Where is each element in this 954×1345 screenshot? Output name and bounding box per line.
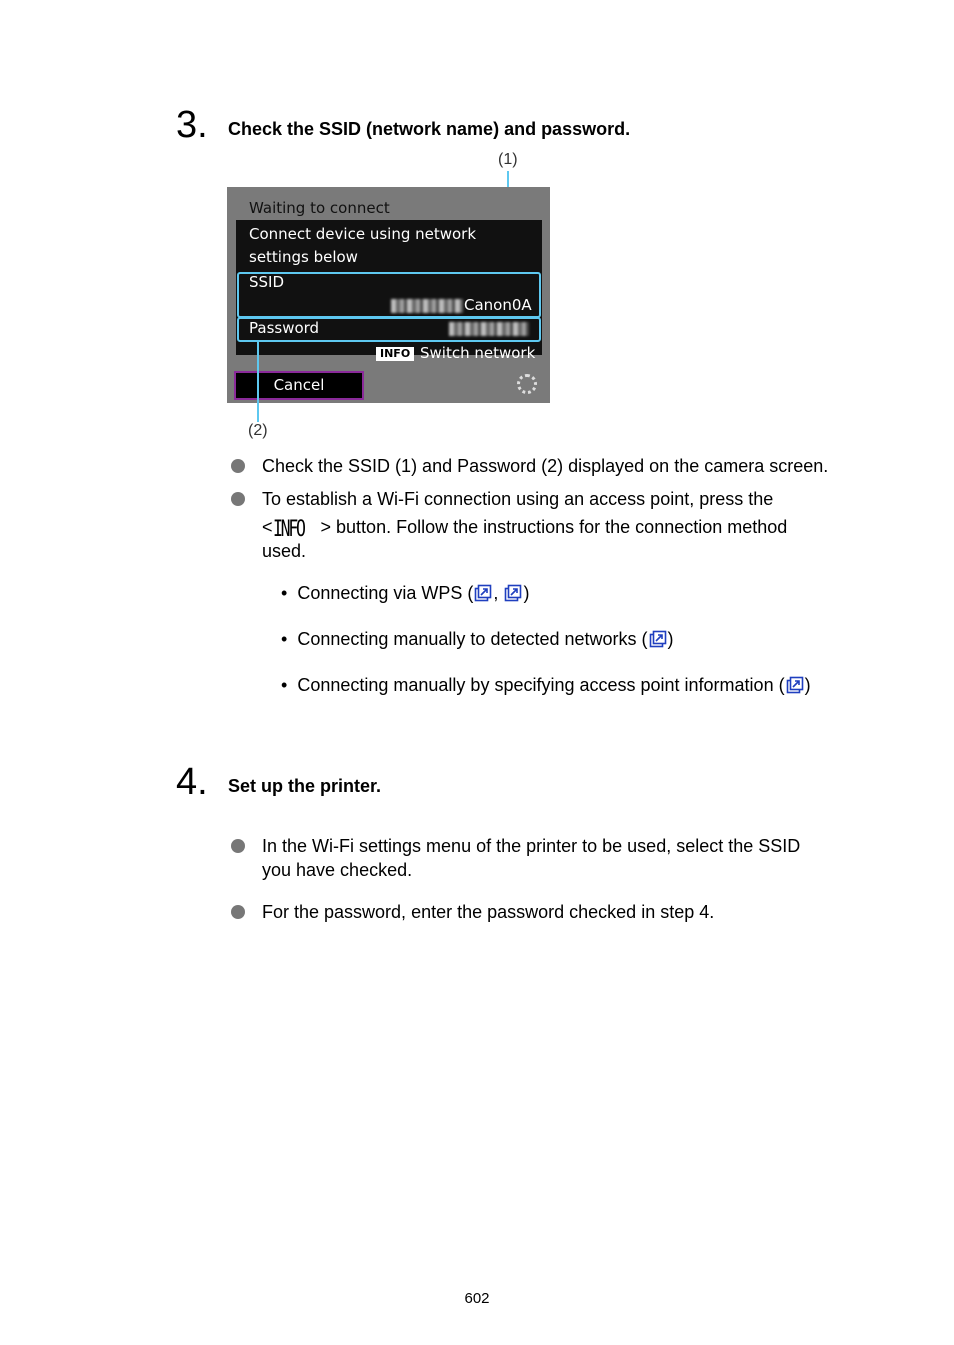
close-paren: ) — [804, 675, 811, 695]
password-label: Password — [249, 319, 320, 337]
info-badge: INFO — [376, 347, 414, 361]
camera-panel — [236, 220, 542, 362]
step4-bullet-2: For the password, enter the password checked in step 4. — [262, 902, 715, 922]
bullet-dot — [231, 905, 245, 919]
close-paren: ) — [667, 629, 674, 649]
step3-bullet-2-line3: used. — [262, 541, 307, 561]
step3-bullet-1: Check the SSID (1) and Password (2) displayed on the camera screen. — [262, 456, 829, 476]
camera-message-line1: Connect device using network — [249, 225, 477, 243]
callout-1: (1) — [498, 151, 518, 168]
link-page-icon[interactable] — [504, 584, 522, 602]
sub-bullet-mark: • — [281, 629, 288, 649]
link-page-icon[interactable] — [786, 676, 804, 694]
step-4-number: 4. — [176, 761, 208, 803]
switch-network[interactable]: Switch network — [420, 344, 536, 362]
step-3-number: 3. — [176, 104, 208, 146]
page-number: 602 — [464, 1290, 490, 1307]
lt-sign: < — [262, 517, 273, 537]
ssid-blurred — [391, 299, 463, 313]
step4-bullet-1-line2: you have checked. — [262, 860, 413, 880]
camera-message-line2: settings below — [249, 248, 358, 266]
link-page-icon[interactable] — [649, 630, 667, 648]
camera-header: Waiting to connect — [249, 199, 390, 217]
sub-bullet-text: Connecting manually by specifying access point information ( — [297, 675, 785, 695]
bullet-dot — [231, 839, 245, 853]
step3-bullet-2-line2 — [262, 515, 787, 542]
sub-bullet-wps — [281, 581, 529, 605]
sub-bullet-manual — [281, 673, 811, 697]
step3-bullet-2: To establish a Wi-Fi connection using an access point, press the — [262, 489, 774, 509]
camera-screen — [227, 187, 550, 403]
callout-2-line — [257, 342, 259, 422]
ssid-value: Canon0A — [464, 296, 532, 314]
cancel-button[interactable]: Cancel — [234, 371, 364, 400]
link-page-icon[interactable] — [474, 584, 492, 602]
comma: , — [493, 583, 499, 603]
sub-bullet-mark: • — [281, 675, 288, 695]
password-blurred — [449, 322, 529, 336]
callout-2: (2) — [248, 422, 268, 439]
bullet-dot — [231, 459, 245, 473]
busy-icon — [517, 374, 537, 394]
sub-bullet-mark: • — [281, 583, 288, 603]
step4-bullet-1-line1: In the Wi-Fi settings menu of the printer to be used, select the SSID — [262, 836, 801, 856]
info-button-icon: INFO — [272, 517, 304, 542]
sub-bullet-text: Connecting via WPS ( — [297, 583, 474, 603]
ssid-label: SSID — [249, 273, 285, 291]
step-3-title: Check the SSID (network name) and password. — [228, 119, 631, 139]
sub-bullet-detected — [281, 627, 674, 651]
close-paren: ) — [523, 583, 530, 603]
bullet-dot — [231, 492, 245, 506]
bullet2-rest: > button. Follow the instructions for the connection method — [320, 517, 788, 537]
step-4-title: Set up the printer. — [228, 776, 382, 796]
sub-bullet-text: Connecting manually to detected networks ( — [297, 629, 648, 649]
